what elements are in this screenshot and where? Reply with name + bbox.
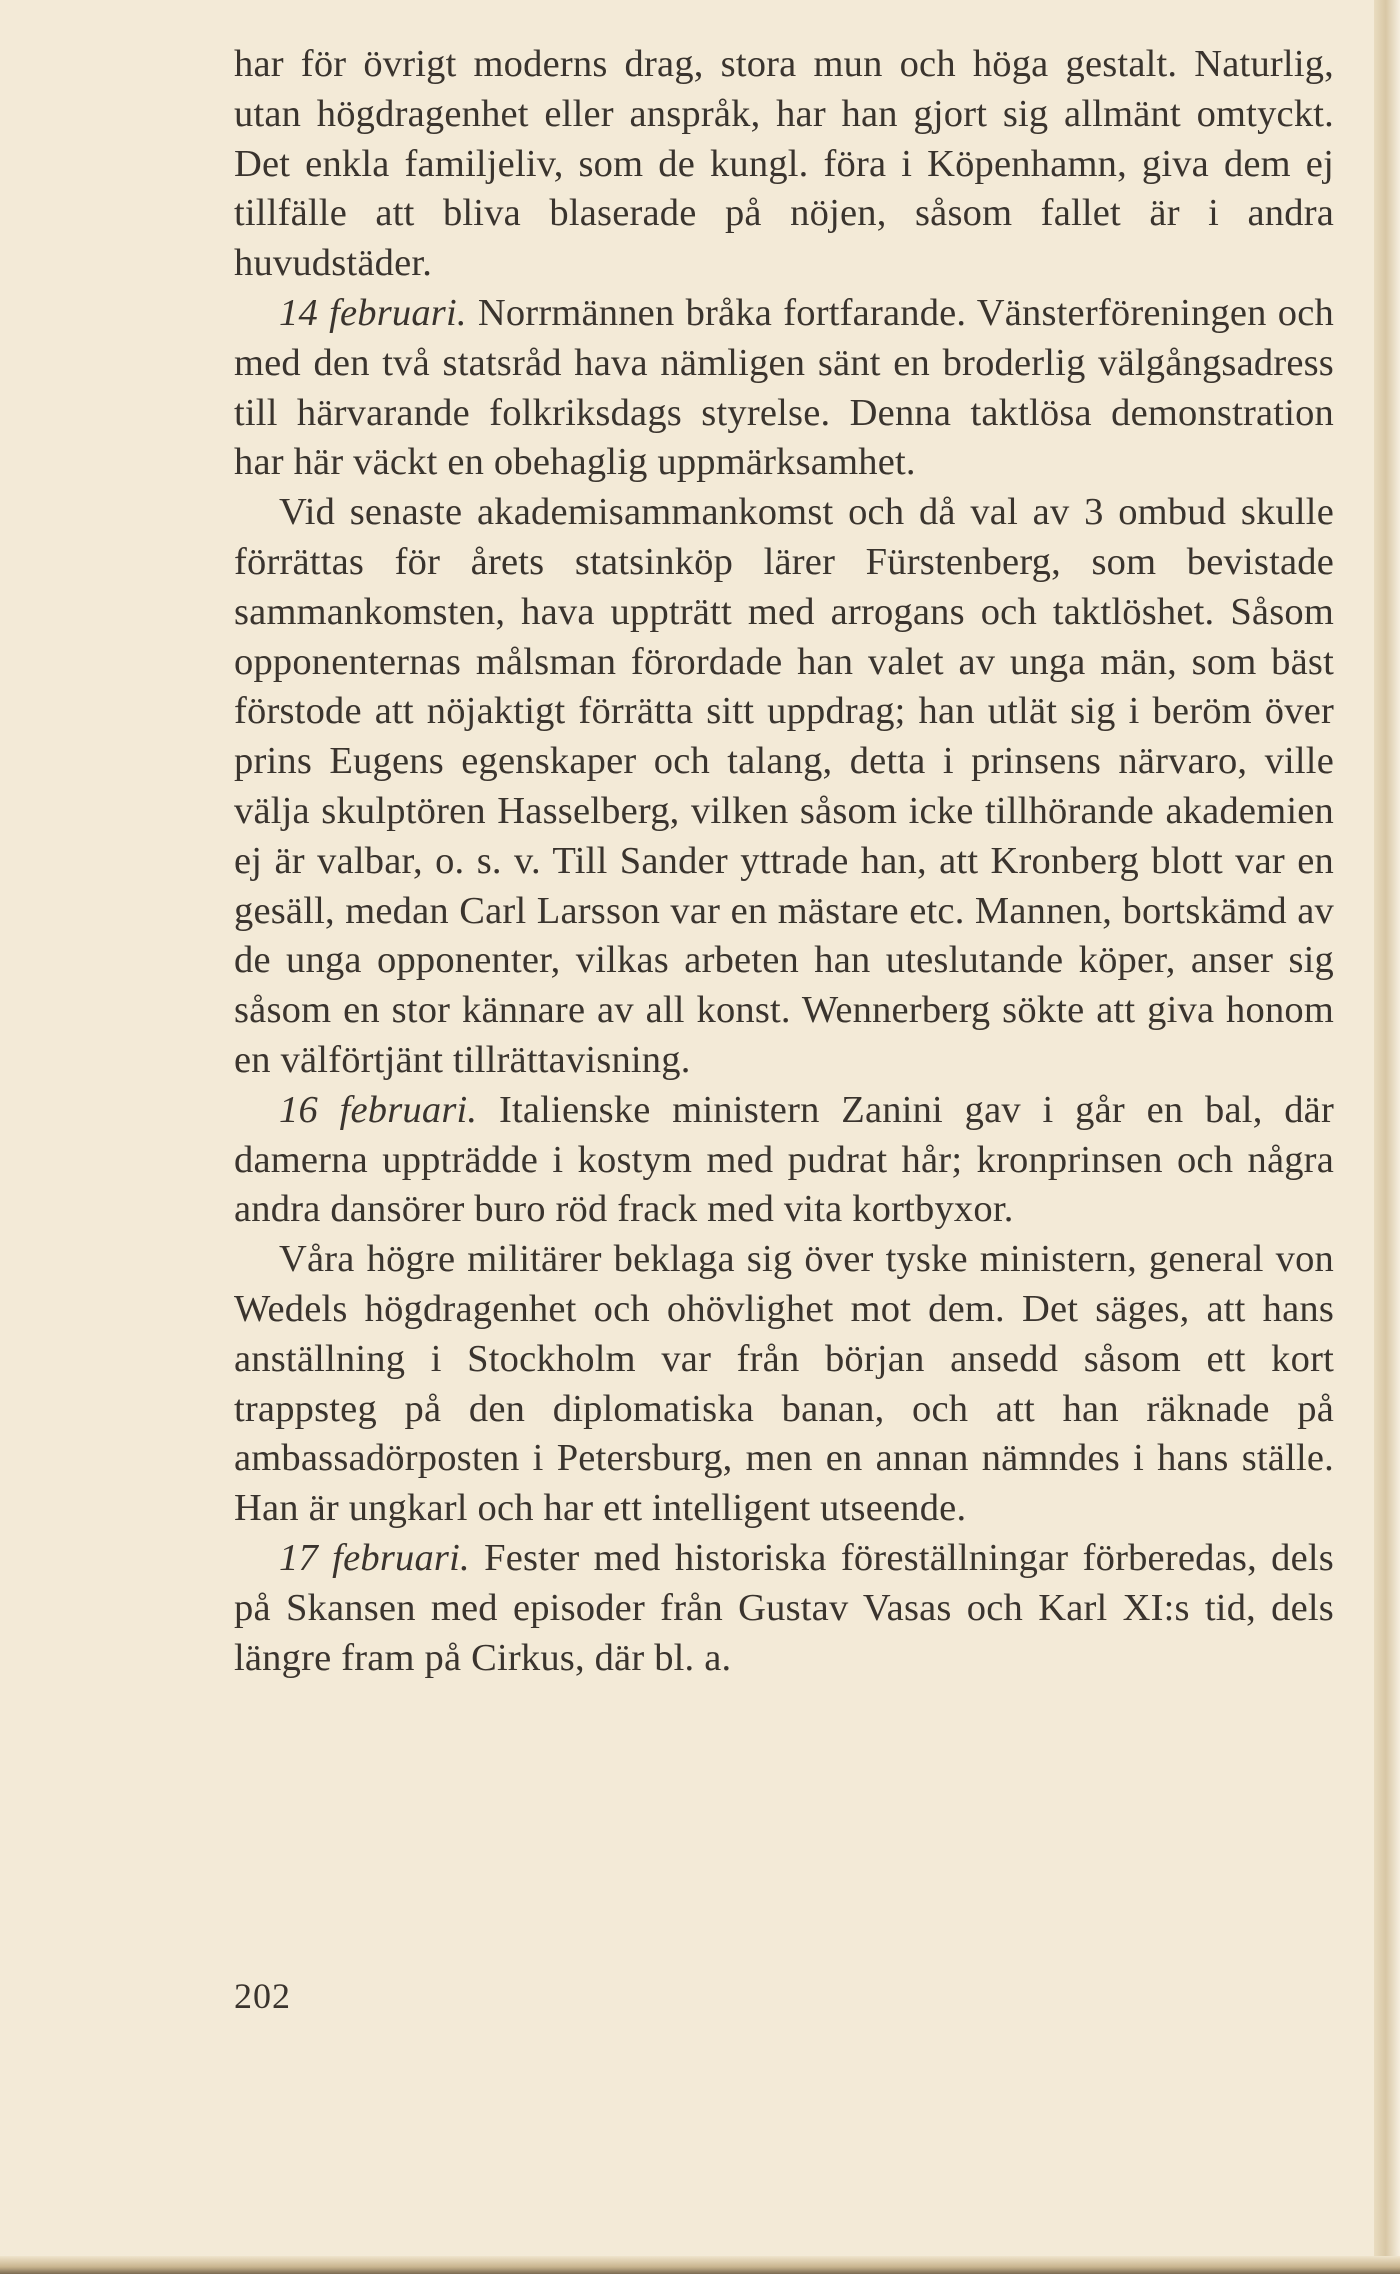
paragraph-4 [234,1086,1334,1235]
entry-date-17-februari: 17 februari. [279,1536,470,1579]
paragraph-2 [234,289,1334,488]
paragraph-5 [234,1235,1334,1534]
bottom-scan-strip [0,2256,1400,2274]
paragraph-2-text: Norrmännen bråka fortfarande. Vänsterföreningen och med den två statsråd hava nämligen sänt en broderlig välgångsadress till härvarande folkriksdags styrelse. Denna taktlösa demonstration har här väckt en obehaglig uppmärksamhet. [234,291,1334,484]
paragraph-1-text: har för övrigt moderns drag, stora mun och höga gestalt. Naturlig, utan högdragenhet eller anspråk, har han gjort sig allmänt omtyckt. Det enkla familjeliv, som de kungl. föra i Köpenhamn, giva dem ej tillfälle att bliva blaserade på nöjen, såsom fallet är i andra huvudstäder. [234,43,1334,285]
body-text [234,40,1334,1683]
entry-date-16-februari: 16 februari. [279,1088,478,1131]
paragraph-1 [234,40,1334,289]
paragraph-5-text: Våra högre militärer beklaga sig över tyske ministern, general von Wedels högdragenhet och ohövlighet mot dem. Det säges, att hans anställning i Stockholm var från början ansedd såsom ett kort trappsteg på den diplomatiska banan, och att han räknade på ambassadörposten i Petersburg, men en annan nämndes i hans ställe. Han är ungkarl och har ett intelligent utseende. [234,1238,1334,1530]
paragraph-4-text: Italienske ministern Zanini gav i går en bal, där damerna uppträdde i kostym med pudrat hår; kronprinsen och några andra dansörer buro röd frack med vita kortbyxor. [234,1088,1334,1231]
paragraph-3 [234,488,1334,1086]
entry-date-14-februari: 14 februari. [279,291,467,334]
paragraph-6 [234,1534,1334,1683]
paragraph-3-text: Vid senaste akademisammankomst och då val av 3 ombud skulle förrättas för årets statsinköp lärer Fürstenberg, som bevistade sammankomsten, hava uppträtt med arrogans och taktlöshet. Såsom opponenternas målsman förordade han valet av unga män, som bäst förstode att nöjaktigt förrätta sitt uppdrag; han utlät sig i beröm över prins Eugens egenskaper och talang, detta i prinsens närvaro, ville välja skulptören Hasselberg, vilken såsom icke tillhörande akademien ej är valbar, o. s. v. Till Sander yttrade han, att Kronberg blott var en gesäll, medan Carl Larsson var en mästare etc. Mannen, bortskämd av de unga opponenter, vilkas arbeten han uteslutande köper, anser sig såsom en stor kännare av all konst. Wennerberg sökte att giva honom en välförtjänt tillrättavisning. [234,491,1334,1081]
page-edge [1374,0,1400,2274]
page-number: 202 [234,1976,291,2016]
paragraph-6-text: Fester med historiska föreställningar förberedas, dels på Skansen med episoder från Gustav Vasas och Karl XI:s tid, dels längre fram på Cirkus, där bl. a. [234,1536,1334,1679]
